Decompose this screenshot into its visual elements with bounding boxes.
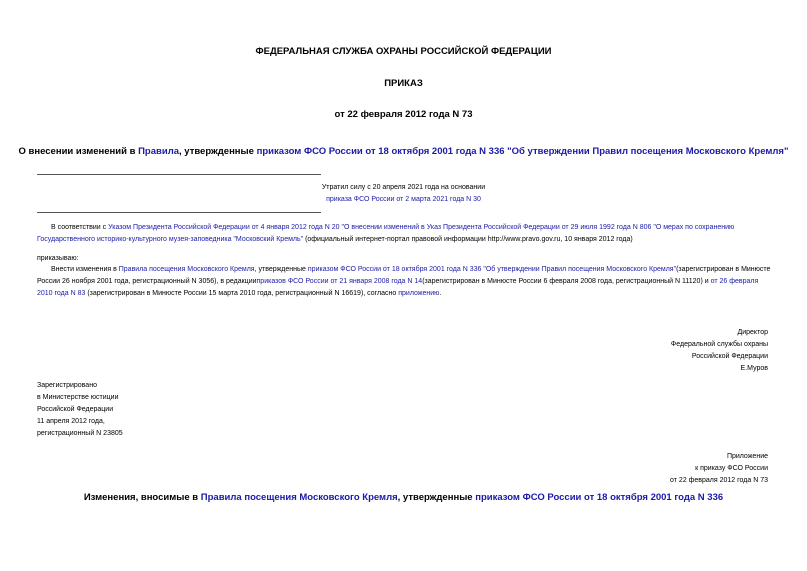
body-text-4: (зарегистрирован в Минюсте России 6 февраля 2008 года, регистрационный N 11120) и: [422, 278, 711, 285]
document-date-number: от 22 февраля 2012 года N 73: [334, 109, 473, 120]
status-divider-top: [37, 174, 321, 175]
status-link-order-30[interactable]: приказа ФСО России от 2 марта 2021 года N 30: [326, 196, 481, 203]
body-link-order-336[interactable]: приказом ФСО России от 18 октября 2001 года N 336 "Об утверждении Правил посещения Московского Кремля": [307, 266, 677, 273]
title-link-order-336[interactable]: приказом ФСО России от 18 октября 2001 года N 336 "Об утверждении Правил посещения Московского Кремля": [256, 146, 789, 157]
preamble-link-decree-20[interactable]: Указом Президента Российской Федерации от 4 января 2012 года N 20 "О внесении изменений в Указ Президента Российской Федерации от 29 июля 1992 года N 806 "О мерах по сохранению Государственного историко-культурного музея-заповедника "Московский Кремль": [37, 224, 735, 243]
body-link-appendix[interactable]: приложению: [398, 290, 440, 297]
body-text-6: .: [439, 290, 442, 297]
registration-date: 11 апреля 2012 года,: [37, 418, 105, 425]
registration-line-1: Зарегистрировано: [37, 382, 97, 389]
body-text-5: (зарегистрирован в Минюсте России 15 марта 2010 года, регистрационный N 16619), согласно: [85, 290, 399, 297]
appendix-title-link-order-336[interactable]: приказом ФСО России от 18 октября 2001 года N 336: [475, 492, 724, 503]
signature-agency: Федеральной службы охраны: [670, 341, 768, 348]
status-block: [0, 182, 807, 206]
registration-line-2: в Министерстве юстиции: [37, 394, 119, 401]
title-link-rules[interactable]: Правила: [138, 146, 180, 157]
body-paragraph: [37, 264, 773, 300]
preamble-paragraph: [37, 222, 773, 246]
agency-name: ФЕДЕРАЛЬНАЯ СЛУЖБА ОХРАНЫ РОССИЙСКОЙ ФЕДЕРАЦИИ: [255, 46, 552, 57]
title-middle: , утвержденные: [179, 146, 257, 157]
document-type: ПРИКАЗ: [384, 78, 423, 89]
signature-country: Российской Федерации: [691, 353, 768, 360]
appendix-order-ref: к приказу ФСО России: [695, 465, 768, 472]
signature-block: [500, 327, 768, 375]
appendix-label: Приложение: [726, 453, 768, 460]
appendix-title-middle: , утвержденные: [397, 492, 476, 503]
signature-position: Директор: [737, 329, 768, 336]
body-text-1: Внести изменения в: [51, 266, 119, 273]
status-divider-bottom: [37, 212, 321, 213]
preamble-text-1: В соответствии с: [51, 224, 109, 231]
title-prefix: О внесении изменений в: [18, 146, 139, 157]
body-text-3: (зарегистрирован в Минюсте России 26 ноября 2001 года, регистрационный N 3056), в редакции: [37, 266, 771, 285]
appendix-title-prefix: Изменения, вносимые в: [83, 492, 201, 503]
body-link-rules[interactable]: Правила посещения Московского Кремля: [118, 266, 255, 273]
signature-name: Е.Муров: [740, 365, 768, 372]
body-link-order-14[interactable]: приказов ФСО России от 21 января 2008 года N 14: [256, 278, 423, 285]
appendix-date: от 22 февраля 2012 года N 73: [670, 477, 768, 484]
body-link-order-83[interactable]: от 26 февраля 2010 года N 83: [37, 278, 759, 297]
order-word: приказываю:: [37, 255, 79, 262]
appendix-header: [500, 451, 768, 487]
registration-block: [37, 380, 337, 440]
preamble-text-2: (официальный интернет-портал правовой информации http://www.pravo.gov.ru, 10 января 2012 года): [303, 236, 633, 243]
body-text-2: , утвержденные: [254, 266, 308, 273]
appendix-title: [0, 492, 807, 503]
appendix-title-link-rules[interactable]: Правила посещения Московского Кремля: [200, 492, 398, 503]
status-text: Утратил силу с 20 апреля 2021 года на основании: [321, 184, 486, 191]
registration-line-3: Российской Федерации: [37, 406, 114, 413]
document-title: [0, 146, 807, 157]
registration-number: регистрационный N 23805: [37, 430, 123, 437]
